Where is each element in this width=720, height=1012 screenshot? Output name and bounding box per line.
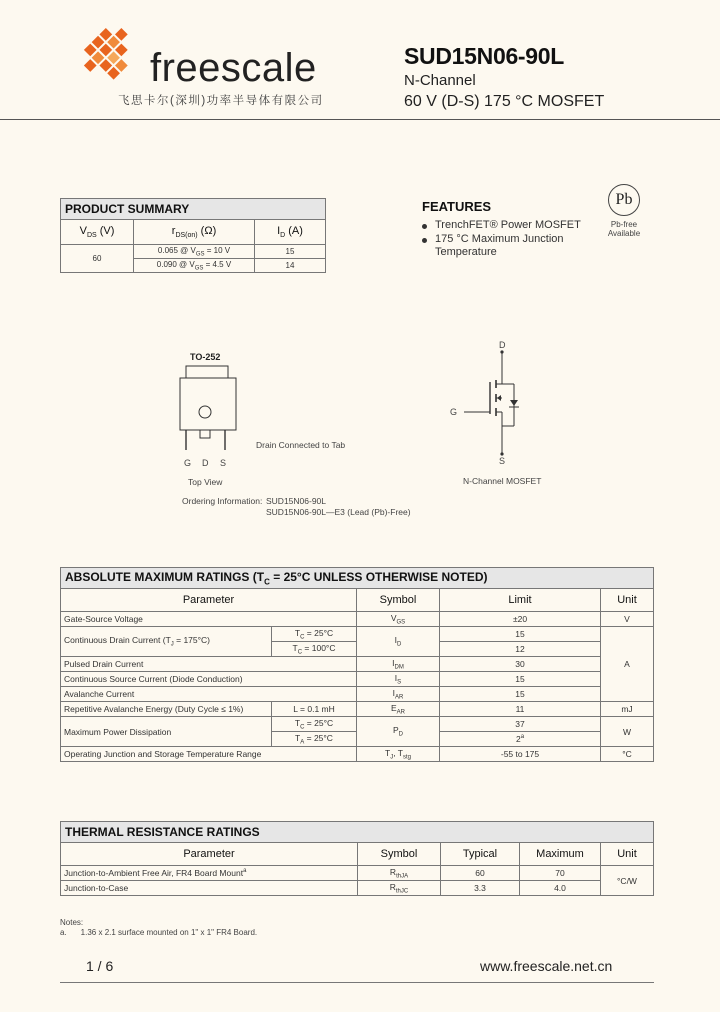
product-summary-title: PRODUCT SUMMARY — [61, 199, 326, 220]
pb-free-label: Pb-free Available — [607, 220, 641, 238]
symbol-cell: $I_S$ — [357, 672, 440, 687]
tab-note: Drain Connected to Tab — [256, 440, 346, 450]
limit-cell: 2$^a$ — [440, 732, 601, 747]
unit-cell: °C/W — [601, 866, 654, 896]
col-vds: $V_{DS}$ (V) — [61, 220, 134, 245]
ordering-part-2: SUD15N06-90L—E3 (Lead (Pb)-Free) — [266, 507, 411, 517]
page-number: 1 / 6 — [86, 958, 114, 974]
col-limit: Limit — [440, 589, 601, 612]
to252-package-drawing — [170, 362, 250, 454]
rds-value: 0.065 @ $V_{GS} = 10$ V — [134, 245, 255, 259]
ordering-part-1: SUD15N06-90L — [266, 496, 327, 506]
col-typical: Typical — [441, 843, 520, 866]
header-divider — [0, 119, 720, 120]
bullet-icon — [422, 224, 427, 229]
unit-cell: mJ — [601, 702, 654, 717]
n-channel-mosfet-symbol — [452, 338, 542, 468]
symbol-cell: $R_{thJA}$ — [358, 866, 441, 881]
limit-cell: ±20 — [440, 612, 601, 627]
limit-cell: 37 — [440, 717, 601, 732]
pin-d-label: D — [202, 458, 209, 468]
freescale-logo-icon — [78, 26, 152, 88]
subtitle-rating: 60 V (D-S) 175 °C MOSFET — [404, 93, 605, 110]
param-cell: Gate-Source Voltage — [61, 612, 357, 627]
col-maximum: Maximum — [520, 843, 601, 866]
typical-cell: 3.3 — [441, 881, 520, 896]
feature-item: 175 °C Maximum Junction Temperature — [422, 233, 602, 260]
condition-cell: $T_C = 25^\circ C$ — [272, 717, 357, 732]
symbol-cell: $T_J$, $T_{stg}$ — [357, 747, 440, 762]
id-value: 15 — [255, 245, 326, 259]
bullet-icon — [422, 238, 427, 243]
col-unit: Unit — [601, 843, 654, 866]
unit-cell: W — [601, 717, 654, 747]
pin-s-label: S — [220, 458, 227, 468]
condition-cell: $T_A = 25^\circ C$ — [272, 732, 357, 747]
limit-cell: 15 — [440, 687, 601, 702]
symbol-cell: $I_{DM}$ — [357, 657, 440, 672]
top-view-label: Top View — [188, 477, 223, 487]
vds-value: 60 — [61, 245, 134, 273]
col-id: $I_D$ (A) — [255, 220, 326, 245]
unit-cell: A — [601, 627, 654, 702]
thermal-title: THERMAL RESISTANCE RATINGS — [61, 822, 654, 843]
ordering-label: Ordering Information: — [182, 496, 263, 506]
typical-cell: 60 — [441, 866, 520, 881]
col-rds: $r_{DS(on)}$ (Ω) — [134, 220, 255, 245]
symbol-cell: $I_{AR}$ — [357, 687, 440, 702]
limit-cell: 12 — [440, 642, 601, 657]
symbol-cell: $E_{AR}$ — [357, 702, 440, 717]
schematic-gate-label: G — [450, 407, 458, 417]
schematic-caption: N-Channel MOSFET — [463, 476, 542, 486]
symbol-cell: $R_{thJC}$ — [358, 881, 441, 896]
param-cell: Repetitive Avalanche Energy (Duty Cycle ≤ 1%) — [61, 702, 272, 717]
condition-cell: L = 0.1 mH — [272, 702, 357, 717]
limit-cell: 15 — [440, 627, 601, 642]
param-cell: Continuous Drain Current $(T_J = 175^\circ C)$ — [61, 627, 272, 657]
features-title: FEATURES — [422, 199, 492, 214]
param-cell: Pulsed Drain Current — [61, 657, 357, 672]
part-number: SUD15N06-90L — [404, 43, 565, 69]
param-cell: Junction-to-Case — [61, 881, 358, 896]
subtitle-channel: N-Channel — [404, 72, 476, 89]
symbol-cell: $P_D$ — [357, 717, 440, 747]
symbol-cell: $I_D$ — [357, 627, 440, 657]
col-symbol: Symbol — [357, 589, 440, 612]
website-link[interactable]: www.freescale.net.cn — [480, 958, 613, 974]
limit-cell: 30 — [440, 657, 601, 672]
abs-max-title: ABSOLUTE MAXIMUM RATINGS ($T_C = 25^\circ C$ UNLESS OTHERWISE NOTED) — [61, 568, 654, 589]
schematic-drain-label: D — [499, 340, 506, 350]
footer-divider — [60, 982, 654, 983]
symbol-cell: $V_{GS}$ — [357, 612, 440, 627]
maximum-cell: 70 — [520, 866, 601, 881]
absolute-maximum-ratings-table — [60, 567, 654, 762]
col-parameter: Parameter — [61, 589, 357, 612]
pin-g-label: G — [184, 458, 192, 468]
product-summary-table — [60, 198, 326, 273]
brand-chinese-name: 飞思卡尔(深圳)功率半导体有限公司 — [118, 95, 324, 107]
notes — [60, 918, 257, 938]
param-cell: Maximum Power Dissipation — [61, 717, 272, 747]
brand-wordmark: freescale — [150, 46, 317, 90]
param-cell: Operating Junction and Storage Temperature Range — [61, 747, 357, 762]
limit-cell: 11 — [440, 702, 601, 717]
col-symbol: Symbol — [358, 843, 441, 866]
features-list — [422, 219, 602, 260]
col-unit: Unit — [601, 589, 654, 612]
thermal-resistance-table — [60, 821, 654, 896]
col-parameter: Parameter — [61, 843, 358, 866]
param-cell: Junction-to-Ambient Free Air, FR4 Board Mount$^a$ — [61, 866, 358, 881]
condition-cell: $T_C = 100^\circ C$ — [272, 642, 357, 657]
pb-free-badge: Pb — [608, 184, 640, 216]
limit-cell: -55 to 175 — [440, 747, 601, 762]
note-a: a. 1.36 x 2.1 surface mounted on 1" x 1" FR4 Board. — [60, 928, 258, 937]
param-cell: Avalanche Current — [61, 687, 357, 702]
unit-cell: °C — [601, 747, 654, 762]
id-value: 14 — [255, 259, 326, 273]
package-name: TO-252 — [190, 352, 221, 362]
limit-cell: 15 — [440, 672, 601, 687]
notes-title: Notes: — [60, 918, 84, 927]
feature-item: TrenchFET® Power MOSFET — [422, 219, 602, 233]
param-cell: Continuous Source Current (Diode Conduction) — [61, 672, 357, 687]
condition-cell: $T_C = 25^\circ C$ — [272, 627, 357, 642]
schematic-source-label: S — [499, 456, 506, 466]
rds-value: 0.090 @ $V_{GS} = 4.5$ V — [134, 259, 255, 273]
unit-cell: V — [601, 612, 654, 627]
maximum-cell: 4.0 — [520, 881, 601, 896]
